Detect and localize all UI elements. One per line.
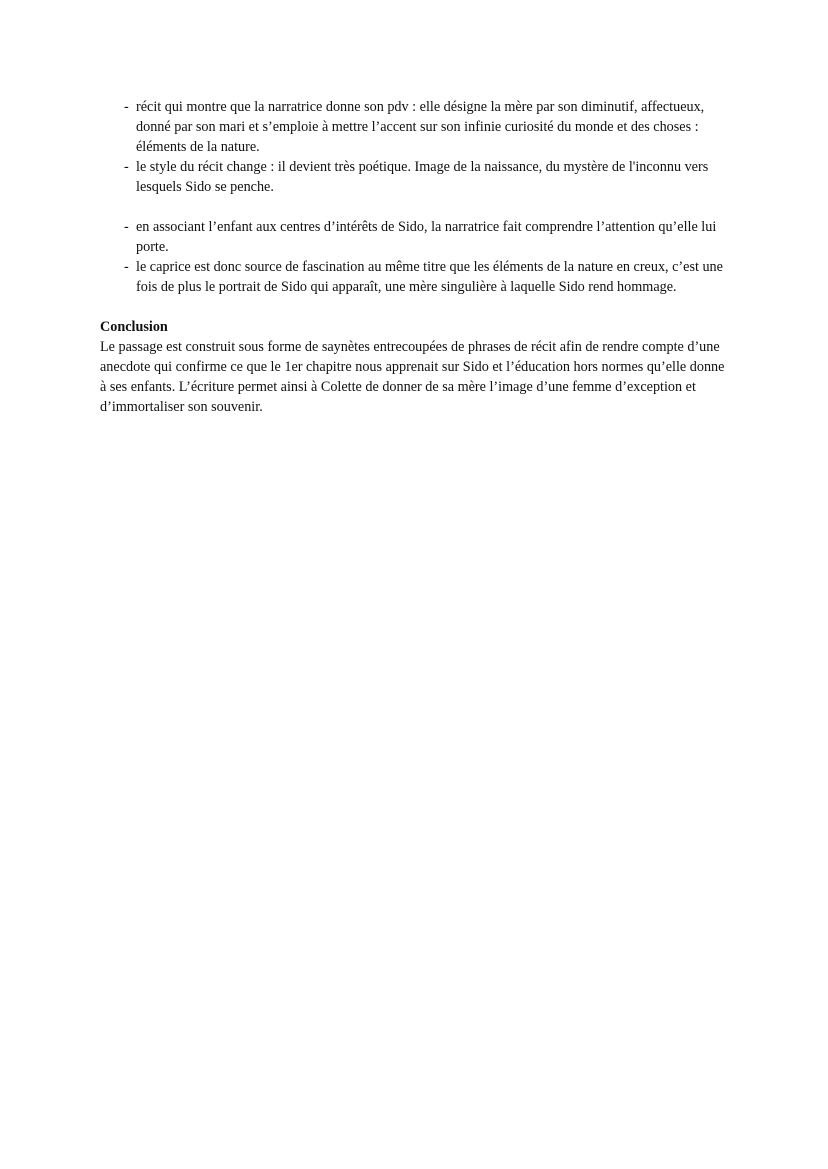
list-item-text: en associant l’enfant aux centres d’intérêts de Sido, la narratrice fait comprendre l’attention qu’elle lui porte.: [136, 219, 717, 255]
document-content: [100, 97, 730, 417]
spacer: [100, 297, 730, 317]
list-item: [100, 217, 730, 257]
list-item-text: le caprice est donc source de fascination au même titre que les éléments de la nature en creux, c’est une fois de plus le portrait de Sido qui apparaît, une mère singulière à laquelle Sido rend hommage.: [136, 259, 723, 295]
list-item-text: récit qui montre que la narratrice donne son pdv : elle désigne la mère par son diminutif, affectueux, donné par son mari et s’emploie à mettre l’accent sur son infinie curiosité du monde et des choses : éléments de la nature.: [136, 99, 705, 155]
bullet-list-2: [100, 217, 730, 297]
spacer: [100, 197, 730, 217]
list-item: [100, 97, 730, 157]
list-item: [100, 257, 730, 297]
list-item: [100, 157, 730, 197]
bullet-list-1: [100, 97, 730, 197]
bullet-marker: -: [124, 219, 129, 235]
bullet-marker: -: [124, 159, 129, 175]
bullet-marker: -: [124, 259, 129, 275]
bullet-marker: -: [124, 99, 129, 115]
list-item-text: le style du récit change : il devient très poétique. Image de la naissance, du mystère de l'inconnu vers lesquels Sido se penche.: [136, 159, 709, 195]
conclusion-paragraph: Le passage est construit sous forme de saynètes entrecoupées de phrases de récit afin de rendre compte d’une anecdote qui confirme ce que le 1er chapitre nous apprenait sur Sido et l’éducation hors normes qu’elle donne à ses enfants. L’écriture permet ainsi à Colette de donner de sa mère l’image d’une femme d’exception et d’immortaliser son souvenir.: [100, 339, 725, 415]
conclusion-heading: Conclusion: [100, 319, 168, 335]
